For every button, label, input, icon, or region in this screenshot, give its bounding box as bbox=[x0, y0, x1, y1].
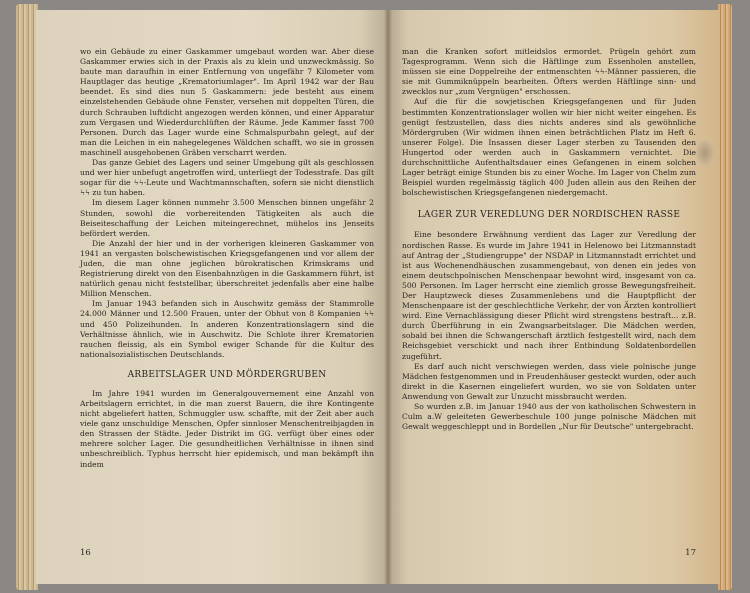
paragraph: Die Anzahl der hier und in der vorherigen kleineren Gaskammer von 1941 an vergasten bolschewistischen Kriegsgefangenen und vor allem der Juden, die man ohne jeglichen bürokratischen Krimskrams und Registrierung direkt von den Eisenbahnzügen in die Gaskammern führt, ist natürlich genau nicht feststellbar, überschreitet jedenfalls aber eine halbe Million Menschen. bbox=[80, 238, 374, 299]
right-page-edges bbox=[718, 4, 732, 590]
paper-stain bbox=[696, 140, 714, 166]
left-page-edges bbox=[16, 4, 38, 590]
right-page bbox=[388, 10, 720, 584]
paragraph: Es darf auch nicht verschwiegen werden, dass viele polnische junge Mädchen festgenommen und in Freudenhäuser gesteckt wurden, oder auch direkt in die Kasernen eingeliefert wurden, wo sie von Soldaten unter Anwendung von Gewalt zur Unzucht missbraucht werden. bbox=[402, 361, 696, 401]
paragraph: Eine besondere Erwähnung verdient das Lager zur Veredlung der nordischen Rasse. Es wurde im Jahre 1941 in Helenowo bei Litzmannstadt auf Antrag der „Studiengruppe" der NSDAP in Litzmannstadt errichtet und ist aus Wochenendhäuschen zusammengebaut, von denen ein jedes von einem deutschpolnischen Menschenpaar bewohnt wird, insgesamt von ca. 500 Personen. Im Lager herrscht eine ziemlich grosse Bewegungsfreiheit. Der Hauptzweck dieses Zusammenlebens und die Hauptpflicht der Menschenpaare ist der geschlechtliche Verkehr, der von Ärzten kontrolliert wird. Eine Vernachlässigung dieser Pflicht wird strengstens bestraft... z.B. durch Überführung in ein Zwangsarbeitslager. Die Mädchen werden, sobald bei ihnen die Schwangerschaft ärztlich festgestellt wird, nach dem Reichsgebiet verschickt und nach ihrer Entbindung Soldatenbordellen zugeführt. bbox=[402, 230, 696, 361]
paragraph: Das ganze Gebiet des Lagers und seiner Umgebung gilt als geschlossen und wer hier unbefugt angetroffen wird, unterliegt der Todesstrafe. Das gilt sogar für die ϟϟ-Leute und Wachtmannschaften, sofern sie nicht dienstlich ϟϟ zu tun haben. bbox=[80, 158, 374, 198]
paragraph: wo ein Gebäude zu einer Gaskammer umgebaut worden war. Aber diese Gaskammer erwies sich in der Praxis als zu klein und unzweckmässig. So baute man daraufhin in einer Entfernung von ungefähr 7 Kilometer vom Hauptlager das heutige „Krematoriumlager". Im April 1942 war der Bau beendet. Es sind dies nun 5 Gaskammern: jede besteht aus einem einzelstehenden Gebäude ohne Fenster, versehen mit doppelten Türen, die durch Schrauben luftdicht angezogen werden können, und einer Apparatur zum Vergasen und Wiederdurchlüften der Räume. Jede Kammer fasst 700 Personen. Durch das Lager wurde eine Schmalspurbahn gelegt, auf der man die Leichen in ein nahegelegenes Wäldchen schafft, wo sie in grossen maschinell ausgehobenen Gräben verscharrt werden. bbox=[80, 47, 374, 157]
paragraph: Auf die für die sowjetischen Kriegsgefangenen und für Juden bestimmten Konzentrationslager wollen wir hier nicht weiter eingehen. Es genügt festzustellen, dass dies nichts anderes sind als gewöhnliche Mördergruben (Wir widmen ihnen einen beträchtlichen Platz im Heft 6. unserer Folge). Die Insassen dieser Lager sterben zu Tausenden den Hungertod oder werden auch in Gaskammern vernichtet. Die durchschnittliche Aufenthaltsdauer eines Gefangenen in einem solchen Lager beträgt einige Stunden bis zu einer Woche. Im Lager von Chelm zum Beispiel wurden regelmässig täglich 400 Juden allein aus den Reihen der bolschewistischen Kriegsgefangenen niedergemacht. bbox=[402, 97, 696, 198]
book-gutter bbox=[384, 10, 392, 584]
section-heading: LAGER ZUR VEREDLUNG DER NORDISCHEN RASSE bbox=[417, 210, 681, 221]
paragraph: man die Kranken sofort mitleidslos ermordet. Prügeln gehört zum Tagesprogramm. Wenn sich die Häftlinge zum Essenholen anstellen, müssen sie eine Doppelreihe der entmenschten ϟϟ-Männer passieren, die sie mit Gummiknüppeln bearbeiten. Öfters werden Häftlinge sinn- und zwecklos nur „zum Vergnügen" erschossen. bbox=[402, 47, 696, 97]
page-number: 17 bbox=[685, 548, 696, 558]
left-page-text bbox=[80, 47, 374, 470]
right-page-text bbox=[402, 47, 696, 432]
page-number: 16 bbox=[80, 548, 91, 558]
paragraph: Im Jahre 1941 wurden im Generalgouvernement eine Anzahl von Arbeitslagern errichtet, in die man zuerst Bauern, die ihre Kontingente nicht abgeliefert hatten, Schmuggler usw. schaffte, mit der Zeit aber auch viele ganz unschuldige Menschen, Opfer sinnloser Menschentreibjagden in den Strassen der Städte. Jeder Distrikt im GG. verfügt über eines oder mehrere solcher Lager. Die gesundheitlichen Verhältnisse in ihnen sind unbeschreiblich. Typhus herrscht hier epidemisch, und man bekämpft ihn indem bbox=[80, 388, 374, 469]
section-heading: ARBEITSLAGER UND MÖRDERGRUBEN bbox=[127, 369, 327, 380]
paragraph: Im Januar 1943 befanden sich in Auschwitz gemäss der Stammrolle 24.000 Männer und 12.500 Frauen, unter der Obhut von 8 Kompanien ϟϟ und 450 Polizeihunden. In anderen Konzentrationslagern sind die Verhältnisse ähnlich, wie in Auschwitz. Die Schlote ihrer Krematorien rauchen fleissig, als ein Symbol ewiger Schande für die Kultur des nationalsozialistischen Deutschlands. bbox=[80, 299, 374, 359]
paragraph: Im diesem Lager können nunmehr 3.500 Menschen binnen ungefähr 2 Stunden, sowohl die vorbereitenden Tätigkeiten als auch die Beiseiteschaffung der Leichen miteingerechnet, mühelos ins Jenseits befördert werden. bbox=[80, 198, 374, 238]
paragraph: So wurden z.B. im Januar 1940 aus der von katholischen Schwestern in Culm a.W geleiteten Gewerbeschule 100 junge polnische Mädchen mit Gewalt weggeschleppt und in Bordellen „Nur für Deutsche" untergebracht. bbox=[402, 402, 696, 432]
left-page bbox=[36, 10, 388, 584]
